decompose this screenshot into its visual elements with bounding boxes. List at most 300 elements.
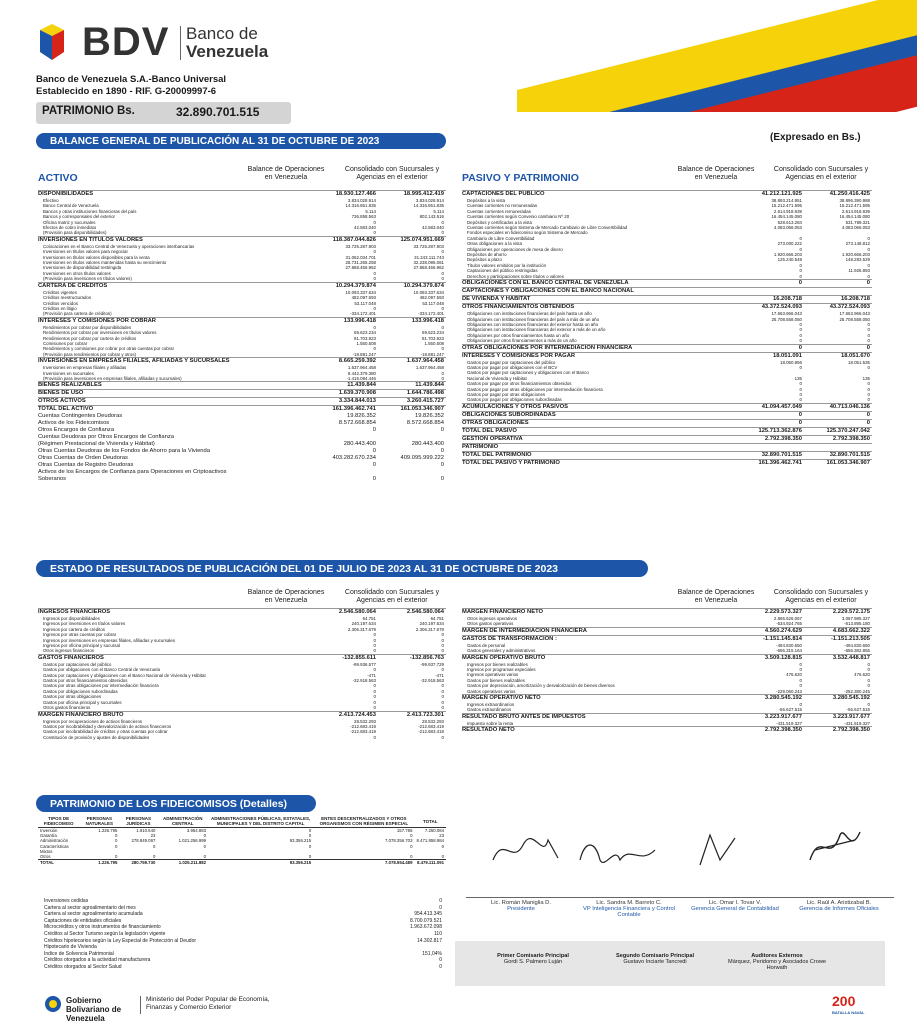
row-label: MARGEN OPERATIVO NETO xyxy=(462,695,736,703)
patrimonio-badge: PATRIMONIO Bs. 32.890.701.515 xyxy=(36,102,291,124)
row-value: 0 xyxy=(373,219,376,225)
table-row xyxy=(38,441,446,448)
row-label: OTROS FINANCIAMIENTOS OBTENIDOS xyxy=(462,304,736,312)
row-value: 27.868.456.962 xyxy=(413,265,444,271)
row-value: 0 xyxy=(799,338,802,344)
row-value: 17.663.966.043 xyxy=(839,311,870,317)
signer-name: Lic. Sandra M. Barreto C. xyxy=(574,897,684,906)
resultados-left-table xyxy=(38,608,446,740)
row-value: 476.620 xyxy=(786,672,802,678)
signer-role: Gerencia General de Contabilidad xyxy=(691,906,779,912)
row-value: 4.560.274.629 xyxy=(736,627,804,635)
row-value: -18.881.247 xyxy=(352,351,376,357)
row-value: 81.703.923 xyxy=(422,335,444,341)
row-value: 0 xyxy=(441,230,444,236)
expressed-label: (Expresado en Bs.) xyxy=(770,132,861,143)
bdv-logo-icon xyxy=(38,22,78,62)
row-value: 802.143.516 xyxy=(419,214,444,220)
row-value xyxy=(310,469,378,476)
row-value: -656.382.855 xyxy=(844,648,870,654)
row-value: 2.614.918.939 xyxy=(841,208,870,214)
row-label: ACUMULACIONES Y OTROS PASIVOS xyxy=(462,403,736,411)
row-label: RESULTADO BRUTO ANTES DE IMPUESTOS xyxy=(462,713,736,721)
table-cell: 0 xyxy=(441,854,444,860)
table-row xyxy=(44,964,444,971)
row-value: 0 xyxy=(373,632,376,638)
row-value: 0 xyxy=(441,734,444,740)
row-label: Gastos por depreciación, amortización y desvalorización de bienes diversos xyxy=(467,683,615,689)
column-header: ENTES DESCENTRALIZADOS Y OTROS ORGANISMOS CON RÉGIMEN ESPECIAL xyxy=(313,815,414,828)
row-label: Otras obligaciones a la vista xyxy=(467,241,522,247)
row-label: MARGEN DE INTERMEDIACIÓN FINANCIERA xyxy=(462,627,736,635)
row-value: 0 xyxy=(867,246,870,252)
row-label: Ingresos por oficina principal y sucursal xyxy=(43,643,120,649)
row-value: -471 xyxy=(367,672,376,678)
row-value: 0 xyxy=(799,321,802,327)
row-label: Inversiones cedidas xyxy=(44,898,89,904)
row-value: -1.151.145.814 xyxy=(736,635,804,643)
row-value: 125.074.951.669 xyxy=(378,236,446,244)
row-value: 33.725.287.903 xyxy=(413,243,444,249)
resultados-right-table xyxy=(462,608,872,734)
table-row xyxy=(462,304,872,312)
row-value: -471 xyxy=(435,672,444,678)
row-label: Ingresos por inversiones en empresas filiales, afiliadas y sucursales xyxy=(43,637,176,643)
row-label: Banco Central de Venezuela xyxy=(43,203,99,209)
table-row xyxy=(44,938,444,945)
row-value: -656.315.164 xyxy=(776,648,802,654)
table-cell: 0 xyxy=(152,843,156,849)
row-label: Activos de los Fideicomisos xyxy=(38,420,110,427)
row-value: 0 xyxy=(373,705,376,711)
row-value: 2.792.398.350 xyxy=(736,727,804,735)
row-value: 38.896.390.988 xyxy=(839,198,870,203)
row-value: 0 xyxy=(373,305,376,311)
row-value: 31.243.111.743 xyxy=(414,254,444,260)
table-row xyxy=(38,455,446,462)
activo-col1-header: Balance de Operaciones en Venezuela xyxy=(247,166,325,181)
row-label: INVERSIONES EN TÍTULOS VALORES xyxy=(38,236,310,244)
row-label: Soberanos xyxy=(38,476,67,483)
row-value: 25.708.558.050 xyxy=(771,316,802,322)
table-cell: 0 xyxy=(308,833,312,839)
auditor-name: Gustavo Inciarte Tancredi xyxy=(623,959,687,965)
row-label: Gastos por pagar por otros financiamientos obtenidos xyxy=(467,381,572,387)
row-label: Hipotecario de Vivienda xyxy=(44,944,97,951)
row-value: 0 xyxy=(372,476,376,483)
row-value: 0 xyxy=(799,273,802,279)
row-value: 10.093.337.634 xyxy=(413,289,444,295)
row-value: 0 xyxy=(439,957,442,964)
row-value: 240.197.634 xyxy=(419,621,444,627)
row-value: 0 xyxy=(867,332,870,338)
row-label: Otros ingresos operativos xyxy=(467,616,518,621)
row-value xyxy=(804,443,872,451)
row-value: 0 xyxy=(799,332,802,338)
row-value: 32.238.095.061 xyxy=(413,260,444,266)
row-value: 482.097.593 xyxy=(419,295,444,301)
row-label: Depósitos a la vista xyxy=(467,198,506,203)
row-value: 4.083.066.053 xyxy=(773,225,802,231)
row-label: Depósitos y certificados a la vista xyxy=(467,219,532,225)
row-value: 0 xyxy=(373,734,376,740)
row-value: 0 xyxy=(867,273,870,279)
bank-line2: Venezuela xyxy=(186,42,269,61)
row-value: 28.532.293 xyxy=(422,718,444,724)
signer-role: Gerencia de Informes Oficiales xyxy=(799,906,879,912)
row-value xyxy=(376,944,444,951)
row-label: TOTAL DEL PASIVO xyxy=(462,427,736,435)
row-value: 0 xyxy=(799,661,802,667)
row-label: Constitución de provisión y ajustes de disponibilidades xyxy=(43,734,150,740)
row-label: Inversiones en títulos valores disponibles para la venta xyxy=(43,254,150,260)
row-value: 0 xyxy=(867,262,870,268)
row-value: 3.834.028.914 xyxy=(347,198,376,203)
row-label: Índice de Solvencia Patrimonial xyxy=(44,950,114,957)
row-value: 240.197.634 xyxy=(351,621,376,627)
row-value: 81.703.923 xyxy=(354,335,376,341)
row-value: 42.583.040 xyxy=(422,225,444,231)
table-cell: 93.356.215 xyxy=(208,860,313,866)
row-label: TOTAL DEL ACTIVO xyxy=(38,406,310,414)
row-label: PATRIMONIO xyxy=(462,443,736,451)
row-label: Depósitos a plazo xyxy=(467,257,502,263)
table-row xyxy=(38,609,446,617)
row-value: 3.280.545.192 xyxy=(804,695,872,703)
table-cell: 0 xyxy=(441,843,444,849)
balance-title: BALANCE GENERAL DE PUBLICACIÓN AL 31 DE OCTUBRE DE 2023 xyxy=(36,133,446,149)
row-value: 0 xyxy=(441,276,444,282)
column-header: ADMINISTRACIONES PÚBLICAS, ESTATALES, MUNICIPALES Y DEL DISTRITO CAPITAL xyxy=(208,815,313,828)
row-label: Otros ingresos financieros xyxy=(43,648,95,654)
row-value: -212.683.419 xyxy=(350,729,376,735)
row-value: 11.439.844 xyxy=(310,382,378,390)
row-value: 3.834.028.914 xyxy=(415,198,444,203)
row-value: 17.663.966.043 xyxy=(771,311,802,317)
row-value: 125.240.549 xyxy=(777,257,802,263)
row-value: -212.683.419 xyxy=(418,723,444,729)
row-value: 0 xyxy=(736,344,804,352)
table-row xyxy=(38,469,446,476)
table-cell: 3.954.883 xyxy=(186,828,207,833)
row-value: -1.151.213.505 xyxy=(804,635,872,643)
row-label: GESTIÓN OPERATIVA xyxy=(462,435,736,443)
row-value: 0 xyxy=(373,683,376,689)
table-row xyxy=(462,419,872,427)
auditor-name: Gordi S. Palmero Luján xyxy=(503,959,563,965)
row-label: Efectivo xyxy=(43,198,59,203)
row-value: -99.937.729 xyxy=(420,661,444,667)
row-value: -334.172.401 xyxy=(418,311,444,317)
row-value: 528.613.284 xyxy=(777,219,802,225)
row-label: Gastos por oficina principal y sucursales xyxy=(43,699,122,705)
row-value: 2.413.723.301 xyxy=(378,711,446,719)
row-value: 736.858.563 xyxy=(351,214,376,220)
row-value: 3.223.917.677 xyxy=(736,713,804,721)
row-value: 41.094.457.049 xyxy=(736,403,804,411)
table-row xyxy=(462,627,872,635)
row-value: 0 xyxy=(804,344,872,352)
row-value: 0 xyxy=(373,270,376,276)
row-value: 133.996.418 xyxy=(378,317,446,325)
table-row xyxy=(38,420,446,427)
table-cell: 7.078.356.703 xyxy=(384,838,413,844)
row-value: 10.093.337.634 xyxy=(345,289,376,295)
row-label: Gastos generales y administrativos xyxy=(467,648,536,654)
row-value: 273.148.812 xyxy=(845,241,870,247)
row-label: Inversiones en otros títulos valores xyxy=(43,270,111,276)
table-row xyxy=(462,443,872,451)
row-value: 8.572.668.854 xyxy=(338,420,376,427)
row-value: 273.000.222 xyxy=(777,241,802,247)
row-value: 0 xyxy=(373,688,376,694)
row-value: 18.051.535 xyxy=(848,359,870,365)
row-label: MARGEN FINANCIERO NETO xyxy=(462,609,736,617)
row-value: 0 xyxy=(441,648,444,654)
row-label: (Provisión para rendimientos por cobrar y otros) xyxy=(43,351,136,357)
row-label: Inversiones en títulos valores mantenidas hasta su vencimiento xyxy=(43,260,167,266)
row-label: Ingresos operativos varios xyxy=(467,672,519,678)
row-value: 3.067.985.327 xyxy=(841,616,870,621)
row-value: 69.623.234 xyxy=(354,330,376,336)
row-label: Créditos hipotecarios según la Ley Especial de Protección al Deudor xyxy=(44,937,197,944)
row-label: Rendimientos por cobrar por inversiones en títulos valores xyxy=(43,330,157,336)
table-cell: Garantía xyxy=(40,833,57,839)
row-label: Cuentas corrientes según Sistema de Mercado Cambiario de Libre Convertibilidad xyxy=(467,225,628,231)
row-value: 16.208.718 xyxy=(736,296,804,304)
row-value: 0 xyxy=(799,677,802,683)
row-value: 0 xyxy=(441,683,444,689)
row-value: 18.051.091 xyxy=(736,352,804,360)
row-value: 18.051.670 xyxy=(804,352,872,360)
row-label: Impuesto sobre la renta xyxy=(467,720,514,726)
row-label: Gastos por incobrabilidad de créditos y otras cuentas por cobrar xyxy=(43,729,168,735)
table-row xyxy=(462,451,872,459)
row-value: 18.995.412.419 xyxy=(378,191,446,199)
row-label: Cambiario de Libre Convertibilidad xyxy=(467,235,535,241)
row-label: Gastos por bienes realizables xyxy=(467,677,525,683)
res-left-col1-header: Balance de Operaciones en Venezuela xyxy=(247,589,325,604)
row-label: Gastos por pagar por obligaciones subordinadas xyxy=(467,397,562,403)
row-value: 10.294.379.874 xyxy=(378,282,446,290)
row-value: 32.890.701.515 xyxy=(804,451,872,459)
row-value: 5.114 xyxy=(433,208,444,214)
table-cell: 93.356.215 xyxy=(289,838,312,844)
row-label: Cuentas corrientes remuneradas xyxy=(467,208,531,214)
row-value: 41.250.416.425 xyxy=(804,191,872,199)
table-cell: 1.021.256.999 xyxy=(178,838,207,844)
table-row xyxy=(462,727,872,735)
row-value: 11.926.893 xyxy=(848,268,870,274)
table-cell: 0 xyxy=(308,828,312,833)
row-value: 0 xyxy=(373,346,376,352)
row-value: 0 xyxy=(867,381,870,387)
table-row xyxy=(38,476,446,483)
row-label: RESULTADO NETO xyxy=(462,727,736,735)
signature-block xyxy=(574,897,684,918)
row-value: 18.050.956 xyxy=(780,359,802,365)
row-value: 0 xyxy=(867,397,870,403)
table-row xyxy=(44,957,444,964)
row-value: 0 xyxy=(441,219,444,225)
table-row xyxy=(462,695,872,703)
row-value: 0 xyxy=(441,270,444,276)
row-value: 0 xyxy=(799,386,802,392)
row-value: 0 xyxy=(867,661,870,667)
row-value: 0 xyxy=(867,364,870,370)
row-value: 0 xyxy=(799,381,802,387)
row-label: Obligaciones por otros financiamientos hasta un año xyxy=(467,332,570,338)
table-row xyxy=(462,427,872,435)
row-label: Fondos especiales en fideicomiso según Sistema de Mercado xyxy=(467,230,588,236)
row-value: 0 xyxy=(441,694,444,700)
row-label: Captaciones del público restringidas xyxy=(467,268,538,274)
row-value: 161.053.346.907 xyxy=(804,459,872,467)
row-label: Cuentas Contingentes Deudoras xyxy=(38,413,123,420)
row-value: 0 xyxy=(867,391,870,397)
row-label: Gastos por obligaciones subordinadas xyxy=(43,688,118,694)
row-label: Otros Encargos de Confianza xyxy=(38,427,115,434)
auditor-name: Márquez, Peridomo y Asociados Crowe Horwath xyxy=(728,959,826,971)
row-label: CAPTACIONES Y OBLIGACIONES CON EL BANCO NACIONAL xyxy=(462,288,736,296)
column-header: PERSONAS JURÍDICAS xyxy=(119,815,157,828)
table-cell: 7.250.084 xyxy=(424,828,444,833)
auditor-role: Segundo Comisario Principal xyxy=(615,953,694,959)
row-value: -334.172.401 xyxy=(350,311,376,317)
row-value: 0 xyxy=(439,904,442,911)
row-value: 16.208.718 xyxy=(804,296,872,304)
table-row xyxy=(38,406,446,414)
row-value: 0 xyxy=(439,898,442,904)
row-label: Bancos y otras instituciones financieras del país xyxy=(43,208,137,214)
signer-role: Presidente xyxy=(507,906,535,912)
row-label: Gastos por pagar por otras obligaciones por intermediación financiera xyxy=(467,386,603,392)
row-value: 1.644.786.498 xyxy=(378,390,446,398)
table-row xyxy=(462,459,872,467)
row-value: 0 xyxy=(441,324,444,330)
row-label: Gastos por pagar por obligaciones con el BCV xyxy=(467,364,558,370)
row-value: 5.114 xyxy=(365,208,376,214)
row-label: Obligaciones con instituciones financieras del país a más de un año xyxy=(467,316,600,322)
row-value: 2.792.398.350 xyxy=(804,435,872,443)
table-cell: Administración xyxy=(40,838,69,844)
row-value xyxy=(310,434,378,441)
res-right-col2-header: Consolidado con Sucursales y Agencias en el exterior xyxy=(773,589,869,604)
row-label: Ingresos por bienes realizables xyxy=(467,661,528,667)
row-value: -212.683.419 xyxy=(418,729,444,735)
table-cell: 0 xyxy=(410,833,413,839)
row-value: 14.316.651.835 xyxy=(413,203,444,209)
row-label: DISPONIBILIDADES xyxy=(38,191,310,199)
table-cell: 0 xyxy=(308,843,312,849)
row-label: Créditos vigentes xyxy=(43,289,77,295)
row-label: Ingresos por programas especiales xyxy=(467,667,536,673)
table-row xyxy=(38,462,446,469)
row-label: Inversiones en sucursales xyxy=(43,370,94,376)
row-value: -18.881.247 xyxy=(420,351,444,357)
row-value: 53.117.048 xyxy=(422,300,444,306)
row-value: -431.519.327 xyxy=(844,720,870,726)
row-value: 161.396.462.741 xyxy=(736,459,804,467)
table-row xyxy=(462,654,872,662)
auditor-block xyxy=(600,953,710,965)
row-value: 0 xyxy=(373,667,376,673)
auditor-block xyxy=(722,953,832,971)
table-row xyxy=(462,713,872,721)
row-value xyxy=(804,288,872,296)
row-value: 53.117.048 xyxy=(354,300,376,306)
fideicomisos-table xyxy=(38,815,446,865)
row-value: 2.792.398.350 xyxy=(736,435,804,443)
row-value: 0 xyxy=(441,305,444,311)
row-label: Nacional de Vivienda y Hábitat xyxy=(467,375,527,381)
row-label: (Provisión para cartera de créditos) xyxy=(43,311,112,317)
row-label: (Provisión para inversiones en empresas filiales, afiliadas y sucursales) xyxy=(43,375,182,381)
row-value: 0 xyxy=(441,667,444,673)
table-row xyxy=(38,434,446,441)
row-value: 0 xyxy=(867,235,870,241)
row-value: -56.627.515 xyxy=(846,707,870,713)
row-value: 0 xyxy=(439,963,442,970)
row-value: 0 xyxy=(804,280,872,288)
row-label: Cartera al sector agroalimentario del mes xyxy=(44,904,136,911)
pasivo-title: PASIVO Y PATRIMONIO xyxy=(462,172,579,184)
row-value: 2.546.580.064 xyxy=(310,609,378,617)
row-value: -494.830.650 xyxy=(776,642,802,648)
table-cell: 0 xyxy=(410,843,413,849)
indicadores-table xyxy=(44,898,444,971)
resultados-title: ESTADO DE RESULTADOS DE PUBLICACIÓN DEL 01 DE JULIO DE 2023 AL 31 DE OCTUBRE DE 2023 xyxy=(36,560,648,577)
gov-emblem-icon xyxy=(44,995,62,1013)
row-value: -252.380.245 xyxy=(844,688,870,694)
row-value: 0 xyxy=(441,688,444,694)
row-label: Cartera al sector agroalimentario acumulada xyxy=(44,911,143,918)
row-value: 14.302.817 xyxy=(416,937,442,944)
row-value: 64.751 xyxy=(362,616,376,621)
row-value: 18.930.127.466 xyxy=(310,191,378,199)
row-value: 0 xyxy=(373,276,376,282)
row-value: 4.683.662.322 xyxy=(804,627,872,635)
row-value: 0 xyxy=(441,249,444,255)
table-cell: 8.479.111.091 xyxy=(414,860,446,866)
row-value: 0 xyxy=(804,411,872,419)
row-label: Derechos y participaciones sobre títulos o valores xyxy=(467,273,564,279)
row-value: 161.053.346.907 xyxy=(378,406,446,414)
row-value: 0 xyxy=(372,427,376,434)
signature-3-icon xyxy=(690,830,750,870)
row-value: 0 xyxy=(373,699,376,705)
row-value: 0 xyxy=(799,327,802,333)
row-value: 0 xyxy=(373,694,376,700)
brand-divider xyxy=(180,26,181,60)
row-value: 3.509.128.815 xyxy=(736,654,804,662)
signer-name: Lic. Román Maniglia D. xyxy=(466,897,576,906)
row-label: OTRAS OBLIGACIONES POR INTERMEDIACIÓN FINANCIERA xyxy=(462,344,736,352)
row-value: 0 xyxy=(867,667,870,673)
table-cell: 0 xyxy=(152,854,156,860)
row-value: -32.918.563 xyxy=(420,678,444,684)
footer-divider xyxy=(140,996,141,1014)
table-cell: 0 xyxy=(410,854,413,860)
row-label: Oficina matriz y sucursales xyxy=(43,219,96,225)
table-cell: 0 xyxy=(115,854,118,860)
row-value: 118.387.044.826 xyxy=(310,236,378,244)
row-value: 31.062.034.701 xyxy=(345,254,376,260)
row-value: 476.620 xyxy=(854,672,870,678)
table-row xyxy=(38,282,446,290)
row-label: Gastos extraordinarios xyxy=(467,707,512,713)
row-label: Créditos en litigio xyxy=(43,305,77,311)
